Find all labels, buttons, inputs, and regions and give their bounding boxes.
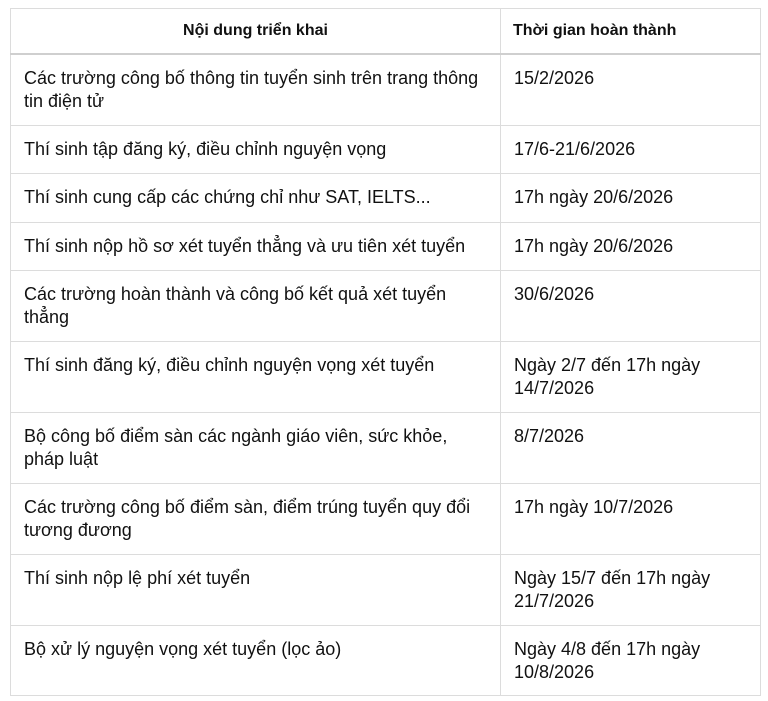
task-cell: Bộ xử lý nguyện vọng xét tuyển (lọc ảo) <box>11 625 501 695</box>
task-cell: Các trường hoàn thành và công bố kết quả xét tuyển thẳng <box>11 270 501 341</box>
deadline-cell: Ngày 2/7 đến 17h ngày 14/7/2026 <box>501 341 761 412</box>
table-row <box>11 412 761 483</box>
task-cell: Thí sinh nộp hồ sơ xét tuyển thẳng và ưu tiên xét tuyển <box>11 222 501 270</box>
task-cell: Thí sinh tập đăng ký, điều chỉnh nguyện vọng <box>11 125 501 173</box>
deadline-cell: 17h ngày 10/7/2026 <box>501 483 761 554</box>
table-row <box>11 270 761 341</box>
deadline-cell: 17/6-21/6/2026 <box>501 125 761 173</box>
task-cell: Thí sinh cung cấp các chứng chỉ như SAT, IELTS... <box>11 173 501 222</box>
task-cell: Các trường công bố điểm sàn, điểm trúng tuyển quy đổi tương đương <box>11 483 501 554</box>
header-deadline: Thời gian hoàn thành <box>501 9 761 55</box>
task-cell: Các trường công bố thông tin tuyển sinh trên trang thông tin điện tử <box>11 54 501 125</box>
schedule-table-container <box>10 8 760 696</box>
task-cell: Thí sinh nộp lệ phí xét tuyển <box>11 554 501 625</box>
deadline-cell: 17h ngày 20/6/2026 <box>501 173 761 222</box>
task-cell: Thí sinh đăng ký, điều chỉnh nguyện vọng xét tuyển <box>11 341 501 412</box>
deadline-cell: 8/7/2026 <box>501 412 761 483</box>
task-cell: Bộ công bố điểm sàn các ngành giáo viên, sức khỏe, pháp luật <box>11 412 501 483</box>
table-row <box>11 125 761 173</box>
deadline-cell: Ngày 4/8 đến 17h ngày 10/8/2026 <box>501 625 761 695</box>
table-row <box>11 54 761 125</box>
table-row <box>11 554 761 625</box>
deadline-cell: 17h ngày 20/6/2026 <box>501 222 761 270</box>
deadline-cell: 30/6/2026 <box>501 270 761 341</box>
header-task: Nội dung triển khai <box>11 9 501 55</box>
table-row <box>11 173 761 222</box>
deadline-cell: 15/2/2026 <box>501 54 761 125</box>
table-row <box>11 341 761 412</box>
deadline-cell: Ngày 15/7 đến 17h ngày 21/7/2026 <box>501 554 761 625</box>
table-header-row <box>11 9 761 55</box>
table-row <box>11 625 761 695</box>
table-row <box>11 483 761 554</box>
table-row <box>11 222 761 270</box>
schedule-table <box>10 8 761 696</box>
